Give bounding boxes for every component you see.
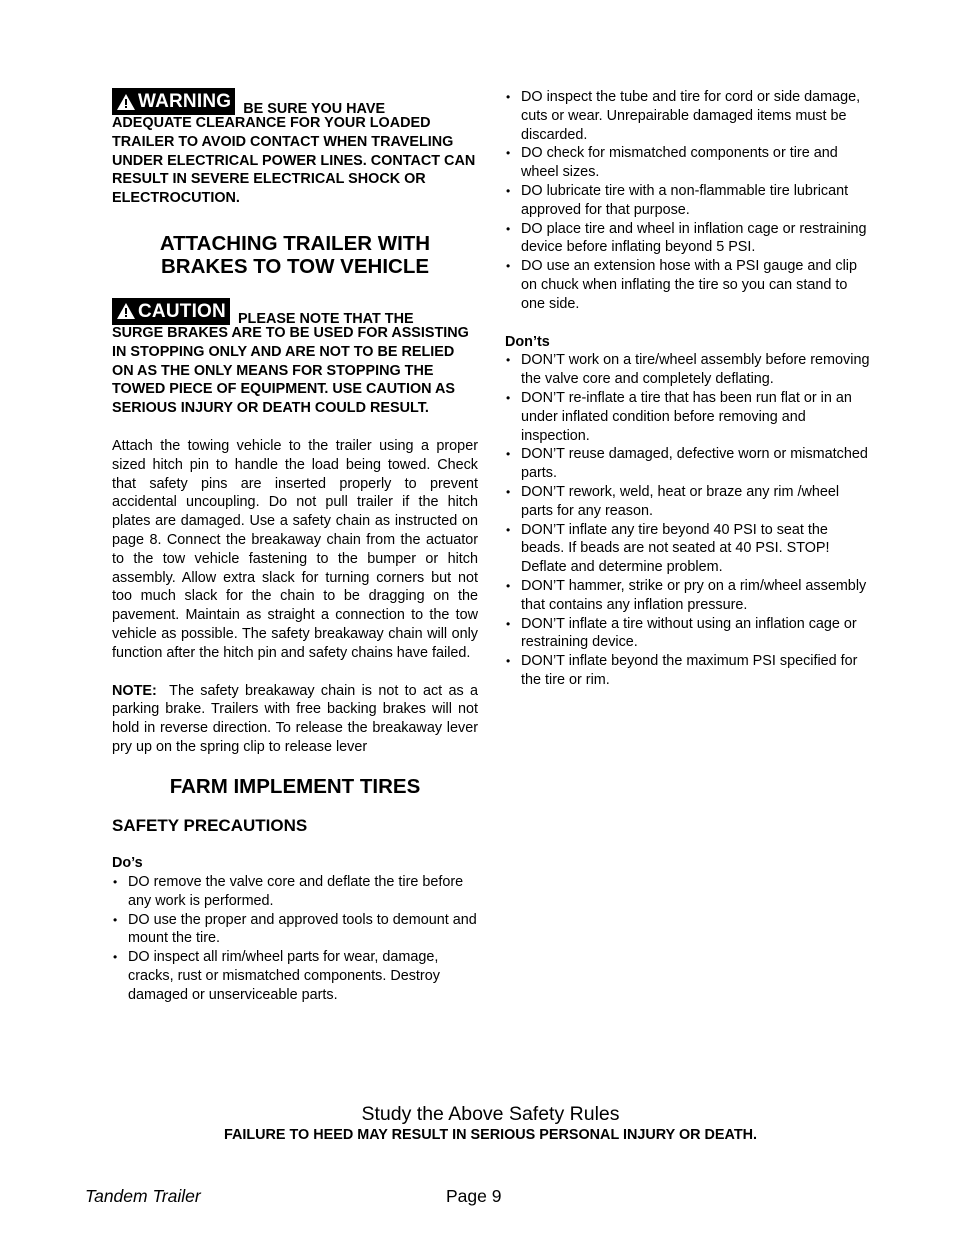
list-item: • DO use the proper and approved tools to demount and mount the tire. [112,911,478,949]
caution-first-line: PLEASE NOTE THAT THE [237,310,414,327]
caution-text: SURGE BRAKES ARE TO BE USED FOR ASSISTING IN STOPPING ONLY AND ARE NOT TO BE RELIED ON AS THE ONLY MEANS FOR STOPPING THE TOWED PIECE OF EQUIPMENT. USE CAUTION AS SERIOUS INJURY OR DEATH COULD RESULT. [112,324,469,417]
attaching-title-line2: BRAKES TO TOW VEHICLE [160,255,430,279]
dos-list-right [505,88,873,314]
study-rules-line: Study the Above Safety Rules [361,1103,620,1125]
list-item: • DO lubricate tire with a non-flammable tire lubricant approved for that purpose. [505,182,873,220]
list-item: • DON’T inflate beyond the maximum PSI specified for the tire or rim. [505,652,873,690]
list-item: • DO place tire and wheel in inflation cage or restraining device before inflating beyond 5 PSI. [505,220,873,258]
tires-title: FARM IMPLEMENT TIRES [169,774,421,798]
document-name: Tandem Trailer [85,1186,201,1206]
warning-text: ADEQUATE CLEARANCE FOR YOUR LOADED TRAILER TO AVOID CONTACT WHEN TRAVELING UNDER ELECTRICAL POWER LINES. CONTACT CAN RESULT IN SEVERE ELECTRICAL SHOCK OR ELECTROCUTION. [112,115,476,207]
right-column [505,88,873,690]
note-paragraph [112,682,478,757]
list-item: • DON’T work on a tire/wheel assembly before removing the valve core and completely deflating. [505,351,873,389]
left-column [112,88,478,1005]
attach-paragraph: Attach the towing vehicle to the trailer using a proper sized hitch pin to handle the load being towed. Check that safety pins are inserted properly to prevent accidental uncoupling. Do not pull trailer if the hitch plates are damaged. Use a safety chain as instructed on page 8. Connect the breakaway chain from the actuator to the tow vehicle fastening to the bumper or hitch assembly. Allow extra slack for turning corners but not too much slack for the chain to be dragging on the pavement. Maintain as straight a connection to the tow vehicle as possible. The safety breakaway chain will only function after the hitch pin and safety chains have failed. [112,437,478,661]
page-number: Page 9 [446,1186,502,1206]
note-label: NOTE: [112,682,157,699]
caution-signal-badge [112,298,230,325]
note-text: The safety breakaway chain is not to act as a parking brake. Trailers with free backing brakes will not hold in reverse direction. To release the breakaway lever pry up on the spring clip to release lever [112,682,478,755]
attaching-title-line1: ATTACHING TRAILER WITH [159,231,431,255]
list-item: • DON’T rework, weld, heat or braze any rim /wheel parts for any reason. [505,483,873,521]
warning-triangle-icon [116,93,136,111]
list-item: • DO use an extension hose with a PSI gauge and clip on chuck when inflating the tire so you can stand to one side. [505,257,873,313]
list-item: • DON’T inflate a tire without using an inflation cage or restraining device. [505,615,873,653]
list-item: • DO remove the valve core and deflate the tire before any work is performed. [112,873,478,911]
warning-first-line: BE SURE YOU HAVE [243,101,386,117]
warning-signal-badge [112,88,235,115]
list-item: • DON’T reuse damaged, defective worn or mismatched parts. [505,445,873,483]
dos-heading: Do’s [112,855,143,872]
donts-heading: Don’ts [505,333,550,350]
list-item: • DON’T inflate any tire beyond 40 PSI to seat the beads. If beads are not seated at 40 PSI. STOP! Deflate and determine problem. [505,521,873,577]
warning-triangle-icon [116,302,136,320]
list-item: • DON’T re-inflate a tire that has been run flat or in an under inflated condition before removing and inspection. [505,389,873,445]
donts-list [505,351,873,689]
list-item: • DO inspect the tube and tire for cord or side damage, cuts or wear. Unrepairable damaged items must be discarded. [505,88,873,144]
dos-list-left [112,873,478,1005]
failure-warning-line: FAILURE TO HEED MAY RESULT IN SERIOUS PERSONAL INJURY OR DEATH. [223,1127,758,1143]
caution-notice [112,298,478,418]
list-item: • DON’T hammer, strike or pry on a rim/wheel assembly that contains any inflation pressure. [505,577,873,615]
list-item: • DO check for mismatched components or tire and wheel sizes. [505,144,873,182]
safety-precautions-heading: SAFETY PRECAUTIONS [112,816,308,836]
caution-label: CAUTION [138,300,226,322]
warning-label: WARNING [138,91,232,112]
safety-rules-footer [0,1102,954,1144]
list-item: • DO inspect all rim/wheel parts for wear, damage, cracks, rust or mismatched components. Destroy damaged or unserviceable parts. [112,948,478,1004]
warning-notice [112,88,478,208]
